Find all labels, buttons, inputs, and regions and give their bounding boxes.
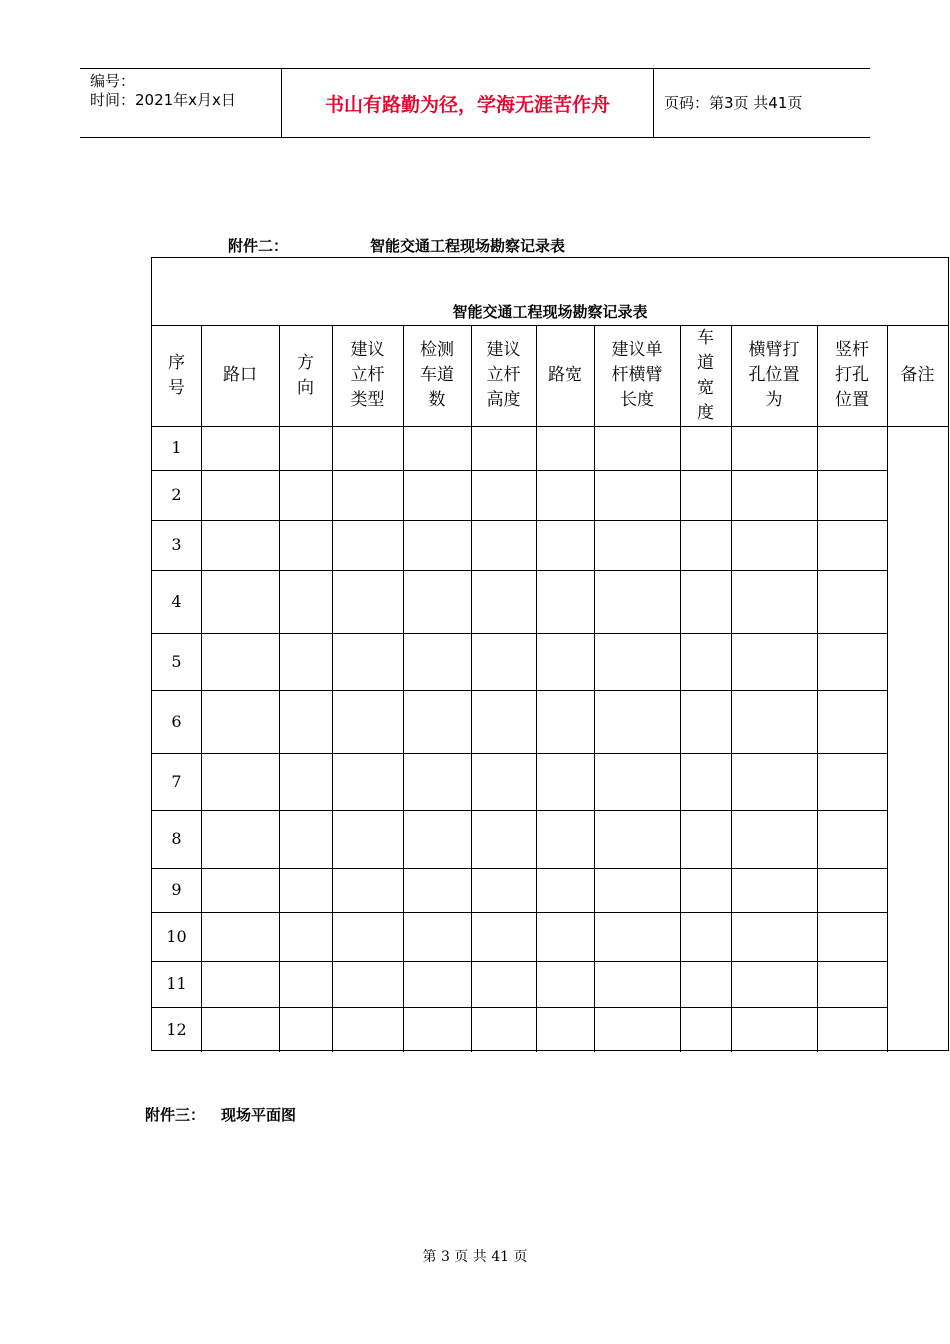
table-header-text: 车 bbox=[697, 327, 714, 348]
table-column-line bbox=[332, 325, 333, 1052]
table-header-text: 杆横臂 bbox=[611, 365, 663, 385]
table-header-text: 向 bbox=[297, 377, 314, 398]
table-header-cell bbox=[817, 325, 887, 426]
table-row-line bbox=[152, 520, 887, 521]
table-column-line bbox=[201, 325, 202, 1052]
table-header-text: 车道 bbox=[420, 365, 454, 385]
table-header-text: 孔位置 bbox=[748, 365, 800, 385]
header-left-cell bbox=[80, 69, 282, 137]
table-header-cell bbox=[536, 325, 594, 426]
table-header-text: 打孔 bbox=[835, 365, 869, 385]
table-header-cell bbox=[594, 325, 680, 426]
table-column-line bbox=[887, 325, 888, 1052]
table-row-number: 8 bbox=[171, 829, 182, 848]
attachment2-label: 附件二： bbox=[228, 237, 289, 255]
table-header-text: 建议 bbox=[486, 340, 521, 360]
table-row-number: 2 bbox=[171, 485, 182, 504]
attachment2-title: 智能交通工程现场勘察记录表 bbox=[370, 237, 566, 255]
table-header-text: 度 bbox=[697, 402, 714, 423]
table-header-cell bbox=[332, 325, 403, 426]
page-footer: 第 3 页 共 41 页 bbox=[422, 1249, 528, 1265]
survey-record-table bbox=[151, 257, 949, 1051]
table-header-cell bbox=[680, 325, 731, 426]
table-header-cell bbox=[201, 325, 279, 426]
attachment3-title: 现场平面图 bbox=[221, 1106, 297, 1124]
table-row-number: 9 bbox=[171, 880, 182, 899]
table-column-line bbox=[279, 325, 280, 1052]
table-header-text: 路宽 bbox=[548, 365, 582, 385]
table-row-number: 6 bbox=[171, 711, 182, 731]
table-header-text: 道 bbox=[697, 352, 714, 373]
table-header-text: 数 bbox=[428, 390, 446, 410]
table-header-text: 备注 bbox=[900, 365, 935, 385]
table-header-text: 建议 bbox=[350, 340, 385, 360]
table-row-number: 10 bbox=[166, 926, 187, 946]
table-header-cell bbox=[731, 325, 817, 426]
table-header-text: 为 bbox=[765, 390, 783, 410]
table-header-cell bbox=[279, 325, 332, 426]
table-title: 智能交通工程现场勘察记录表 bbox=[452, 303, 648, 321]
table-header-text: 宽 bbox=[697, 377, 714, 398]
table-header-text: 立杆 bbox=[350, 365, 385, 385]
table-column-line bbox=[680, 325, 681, 1052]
table-row-line bbox=[152, 868, 887, 869]
table-header-text: 位置 bbox=[835, 390, 869, 410]
table-row-number: 5 bbox=[171, 651, 182, 671]
page-header bbox=[80, 68, 870, 138]
attachment3-label: 附件三： bbox=[145, 1106, 206, 1124]
header-right-cell bbox=[654, 69, 870, 137]
table-header-text: 方 bbox=[297, 352, 314, 373]
table-row-number: 3 bbox=[171, 535, 182, 554]
table-row-line bbox=[152, 810, 887, 811]
table-header-text: 检测 bbox=[420, 340, 454, 360]
table-row-number: 7 bbox=[171, 771, 182, 791]
table-header-text: 高度 bbox=[486, 390, 521, 410]
table-row-number: 1 bbox=[171, 438, 182, 457]
table-row-number: 12 bbox=[166, 1019, 187, 1039]
table-header-cell bbox=[403, 325, 471, 426]
table-row-line bbox=[152, 470, 887, 471]
table-column-line bbox=[594, 325, 595, 1052]
code-label: 编号： bbox=[90, 72, 136, 90]
header-motto: 书山有路勤为径，学海无涯苦作舟 bbox=[324, 94, 610, 116]
table-header-cell bbox=[152, 325, 201, 426]
table-header-text: 长度 bbox=[620, 390, 654, 410]
table-column-line bbox=[536, 325, 537, 1052]
table-header-text: 号 bbox=[168, 377, 185, 398]
table-header-text: 竖杆 bbox=[835, 340, 869, 360]
table-row-line bbox=[152, 753, 887, 754]
table-column-line bbox=[471, 325, 472, 1052]
table-row-number: 4 bbox=[171, 591, 182, 611]
table-row-line bbox=[152, 426, 948, 427]
header-center-cell bbox=[282, 69, 654, 137]
table-row-number: 11 bbox=[166, 974, 187, 993]
table-row-line bbox=[152, 633, 887, 634]
table-column-line bbox=[817, 325, 818, 1052]
table-row-line bbox=[152, 1007, 887, 1008]
table-header-cell bbox=[471, 325, 536, 426]
table-header-text: 立杆 bbox=[486, 365, 521, 385]
table-header-text: 横臂打 bbox=[748, 340, 800, 360]
table-header-text: 路口 bbox=[223, 365, 257, 385]
table-header-text: 建议单 bbox=[611, 340, 663, 360]
table-column-line bbox=[403, 325, 404, 1052]
table-row-line bbox=[152, 690, 887, 691]
table-header-text: 类型 bbox=[350, 390, 385, 410]
time-label: 时间：2021年x月x日 bbox=[90, 91, 236, 109]
table-header-text: 序 bbox=[168, 352, 185, 373]
header-page-info: 页码：第3页 共41页 bbox=[664, 94, 803, 112]
table-header-cell bbox=[887, 325, 948, 426]
table-column-line bbox=[731, 325, 732, 1052]
table-row-line bbox=[152, 961, 887, 962]
table-row-line bbox=[152, 912, 887, 913]
table-row-line bbox=[152, 570, 887, 571]
